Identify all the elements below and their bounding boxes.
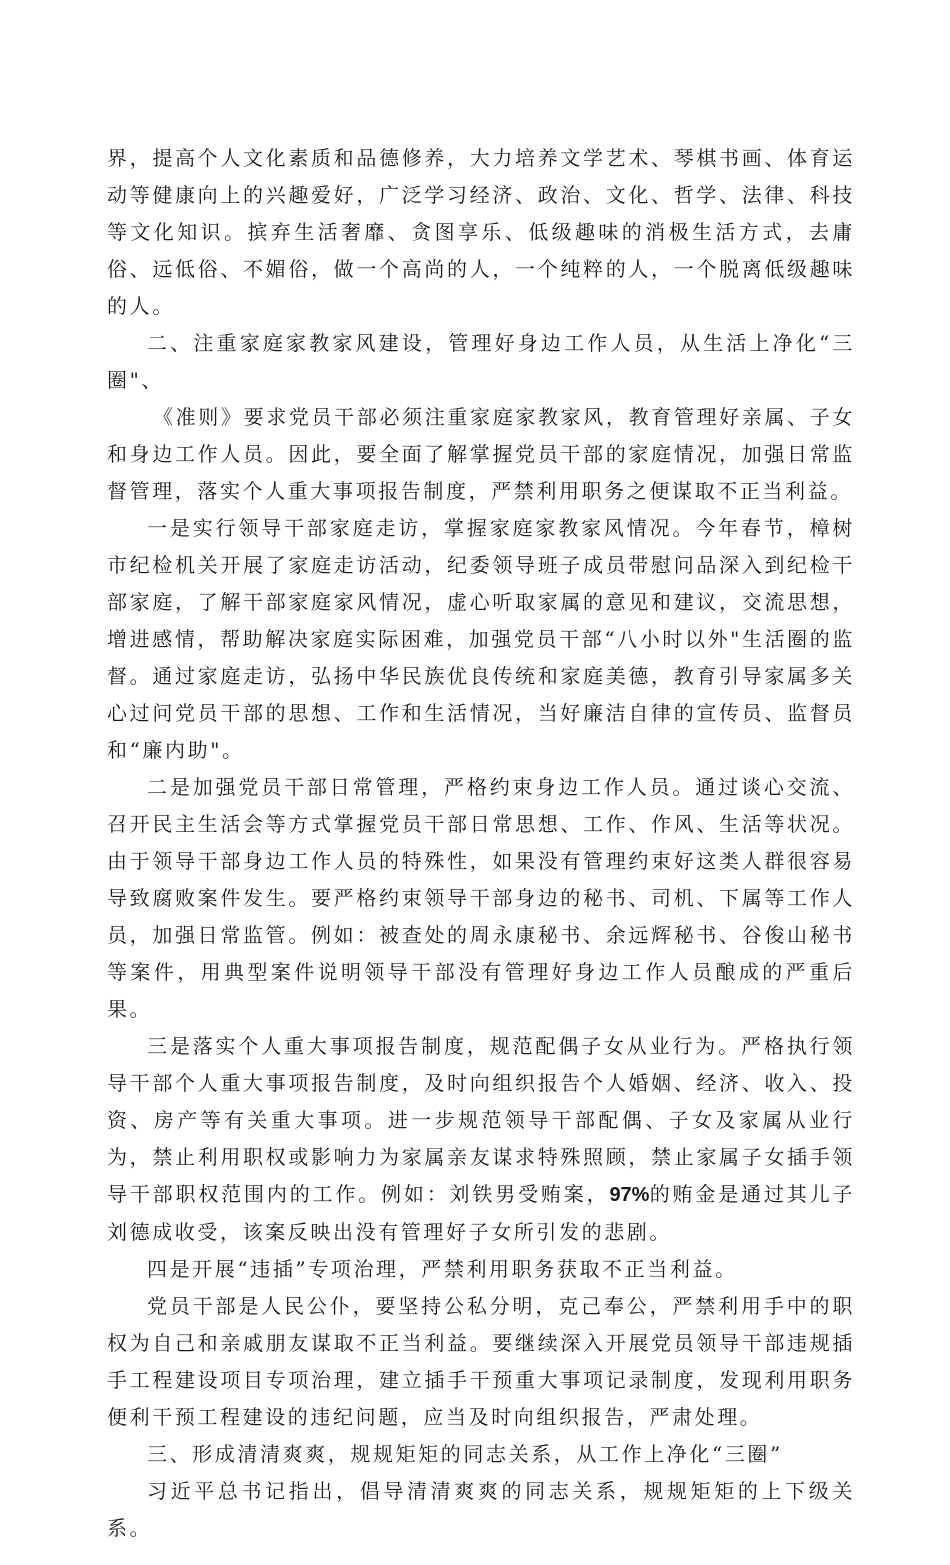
paragraph-reporting-system	[107, 1028, 855, 1251]
paragraph-family-visits: 一是实行领导干部家庭走访，掌握家庭家教家风情况。今年春节，樟树市纪检机关开展了家庭走访活动，纪委领导班子成员带慰问品深入到纪检干部家庭，了解干部家庭家风情况，虚心听取家属的意见和建议，交流思想，增进感情，帮助解决家庭实际困难，加强党员干部“八小时以外"生活圈的监督。通过家庭走访，弘扬中华民族优良传统和家庭美德，教育引导家属多关心过问党员干部的思想、工作和生活情况，当好廉洁自律的宣传员、监督员和“廉内助"。	[107, 516, 855, 762]
paragraph-public-servants: 党员干部是人民公仆，要坚持公私分明，克己奉公，严禁利用手中的职权为自己和亲戚朋友谋取不正当利益。要继续深入开展党员领导干部违规插手工程建设项目专项治理，建立插手干预重大事项记录制度，发现利用职务便利干预工程建设的违纪问题，应当及时向组织报告，严肃处理。	[107, 1294, 855, 1429]
section-heading-three: 三、形成清清爽爽，规规矩矩的同志关系，从工作上净化“三圈”	[147, 1442, 783, 1466]
section-heading-two: 二、注重家庭家教家风建设，管理好身边工作人员，从生活上净化“三圈"、	[107, 331, 855, 392]
paragraph-guideline: 《准则》要求党员干部必须注重家庭家教家风，教育管理好亲属、子女和身边工作人员。因此，要全面了解掌握党员干部的家庭情况，加强日常监督管理，落实个人重大事项报告制度，严禁利用职务之便谋取不正当利益。	[107, 405, 855, 503]
reporting-text-before: 三是落实个人重大事项报告制度，规范配偶子女从业行为。严格执行领导干部个人重大事项报告制度，及时向组织报告个人婚姻、经济、收入、投资、房产等有关重大事项。进一步规范领导干部配偶、子女及家属从业行为，禁止利用职权或影响力为家属亲友谋求特殊照顾，禁止家属子女插手领导干部职权范围内的工作。例如：刘铁男受贿案，	[107, 1034, 855, 1206]
paragraph-daily-management: 二是加强党员干部日常管理，严格约束身边工作人员。通过谈心交流、召开民主生活会等方式掌握党员干部日常思想、工作、作风、生活等状况。由于领导干部身边工作人员的特殊性，如果没有管理约束好这类人群很容易导致腐败案件发生。要严格约束领导干部身边的秘书、司机、下属等工作人员，加强日常监管。例如：被查处的周永康秘书、余远辉秘书、谷俊山秘书等案件，用典型案件说明领导干部没有管理好身边工作人员酿成的严重后果。	[107, 775, 855, 1021]
paragraph-special-governance: 四是开展“违插”专项治理，严禁利用职务获取不正当利益。	[147, 1257, 738, 1281]
reporting-text-after: 的贿金是通过其儿子刘德成收受，该案反映出没有管理好子女所引发的悲剧。	[107, 1182, 856, 1244]
document-body	[107, 140, 855, 1547]
paragraph-continuation: 界，提高个人文化素质和品德修养，大力培养文学艺术、琴棋书画、体育运动等健康向上的兴趣爱好，广泛学习经济、政治、文化、哲学、法律、科技等文化知识。摈弃生活奢靡、贪图享乐、低级趣味的消极生活方式，去庸俗、远低俗、不媚俗，做一个高尚的人，一个纯粹的人，一个脱离低级趣味的人。	[107, 146, 855, 318]
paragraph-xi-quote: 习近平总书记指出，倡导清清爽爽的同志关系，规规矩矩的上下级关系。	[107, 1479, 855, 1540]
percentage-highlight: 97%	[609, 1184, 650, 1206]
